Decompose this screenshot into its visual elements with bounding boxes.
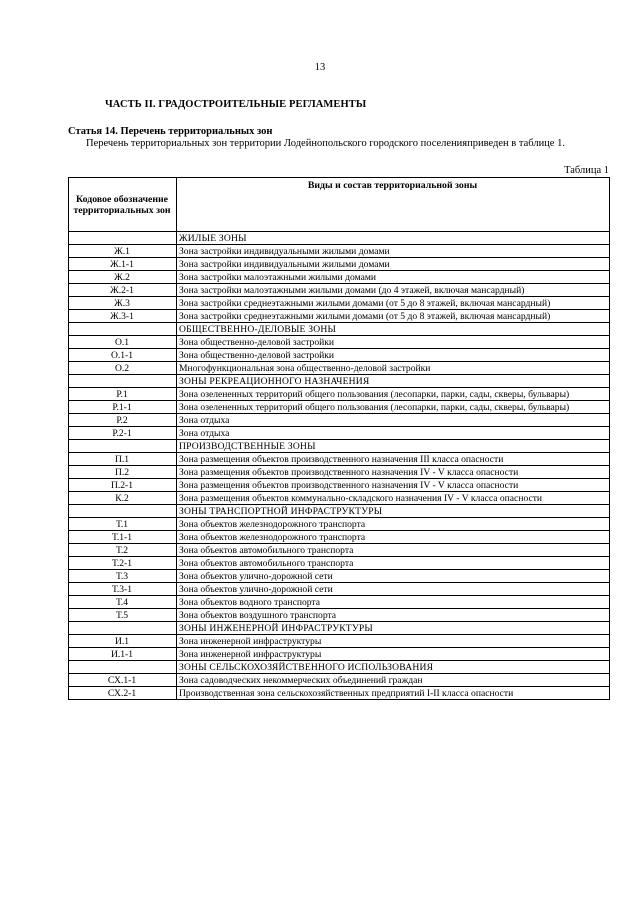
- table-row: [69, 466, 610, 479]
- zone-name: Зона объектов воздушного транспорта: [177, 609, 610, 622]
- zone-name: Зона общественно-деловой застройки: [177, 349, 610, 362]
- section-row: [69, 622, 610, 635]
- table-row: [69, 453, 610, 466]
- table-header-row: [69, 178, 610, 232]
- table-row: [69, 349, 610, 362]
- zone-code: О.2: [69, 362, 177, 375]
- table-row: [69, 687, 610, 700]
- zone-name: Зона застройки среднеэтажными жилыми домами (от 5 до 8 этажей, включая мансардный): [177, 310, 610, 323]
- table-row: [69, 258, 610, 271]
- table-row: [69, 609, 610, 622]
- zone-code: Р.1-1: [69, 401, 177, 414]
- zone-name: Зона объектов улично-дорожной сети: [177, 583, 610, 596]
- zone-code: Р.1: [69, 388, 177, 401]
- intro-paragraph: Перечень территориальных зон территории Лодейнопольского городского поселенияприведен в таблице 1.: [86, 138, 565, 149]
- table-row: [69, 518, 610, 531]
- zone-code: СХ.1-1: [69, 674, 177, 687]
- table-row: [69, 297, 610, 310]
- zone-code: [69, 232, 177, 245]
- section-row: [69, 661, 610, 674]
- table-row: [69, 284, 610, 297]
- zone-section-title: ЗОНЫ СЕЛЬСКОХОЗЯЙСТВЕННОГО ИСПОЛЬЗОВАНИЯ: [177, 661, 610, 674]
- zone-section-title: ПРОИЗВОДСТВЕННЫЕ ЗОНЫ: [177, 440, 610, 453]
- zone-name: Зона объектов автомобильного транспорта: [177, 557, 610, 570]
- table-row: [69, 492, 610, 505]
- zone-code: Ж.1: [69, 245, 177, 258]
- table-row: [69, 544, 610, 557]
- zone-name: Зона застройки среднеэтажными жилыми домами (от 5 до 8 этажей, включая мансардный): [177, 297, 610, 310]
- zone-code: Т.4: [69, 596, 177, 609]
- zone-name: Зона размещения объектов производственного назначения IV - V класса опасности: [177, 479, 610, 492]
- table-row: [69, 479, 610, 492]
- zone-name: Производственная зона сельскохозяйственных предприятий I-II класса опасности: [177, 687, 610, 700]
- header-code: Кодовое обозначение территориальных зон: [69, 178, 177, 232]
- zone-name: Зона инженерной инфраструктуры: [177, 648, 610, 661]
- table-row: [69, 245, 610, 258]
- zone-code: [69, 440, 177, 453]
- section-row: [69, 440, 610, 453]
- zone-name: Зона размещения объектов производственного назначения III класса опасности: [177, 453, 610, 466]
- zone-name: Зона отдыха: [177, 414, 610, 427]
- zone-code: П.2: [69, 466, 177, 479]
- table-row: [69, 557, 610, 570]
- zone-name: Зона объектов улично-дорожной сети: [177, 570, 610, 583]
- zone-section-title: ЗОНЫ ИНЖЕНЕРНОЙ ИНФРАСТРУКТУРЫ: [177, 622, 610, 635]
- zone-code: Т.3-1: [69, 583, 177, 596]
- zone-name: Зона общественно-деловой застройки: [177, 336, 610, 349]
- header-name: Виды и состав территориальной зоны: [177, 178, 610, 232]
- table-row: [69, 570, 610, 583]
- zone-name: Зона размещения объектов производственного назначения IV - V класса опасности: [177, 466, 610, 479]
- zone-name: Зона застройки малоэтажными жилыми домами (до 4 этажей, включая мансардный): [177, 284, 610, 297]
- zone-code: Т.2: [69, 544, 177, 557]
- section-row: [69, 505, 610, 518]
- part-title: ЧАСТЬ II. ГРАДОСТРОИТЕЛЬНЫЕ РЕГЛАМЕНТЫ: [105, 99, 367, 110]
- table-row: [69, 388, 610, 401]
- zone-code: [69, 661, 177, 674]
- zone-code: Т.1: [69, 518, 177, 531]
- zone-code: Р.2-1: [69, 427, 177, 440]
- zone-name: Зона инженерной инфраструктуры: [177, 635, 610, 648]
- table-row: [69, 310, 610, 323]
- zone-code: Р.2: [69, 414, 177, 427]
- table-row: [69, 362, 610, 375]
- zone-name: Зона объектов автомобильного транспорта: [177, 544, 610, 557]
- table-row: [69, 635, 610, 648]
- zone-code: П.1: [69, 453, 177, 466]
- zone-code: К.2: [69, 492, 177, 505]
- zone-code: Т.3: [69, 570, 177, 583]
- zone-code: И.1-1: [69, 648, 177, 661]
- zone-code: П.2-1: [69, 479, 177, 492]
- table-row: [69, 401, 610, 414]
- zone-name: Многофункциональная зона общественно-деловой застройки: [177, 362, 610, 375]
- zone-code: [69, 622, 177, 635]
- section-row: [69, 232, 610, 245]
- zone-section-title: ОБЩЕСТВЕННО-ДЕЛОВЫЕ ЗОНЫ: [177, 323, 610, 336]
- zone-code: О.1: [69, 336, 177, 349]
- section-row: [69, 323, 610, 336]
- zone-code: Т.5: [69, 609, 177, 622]
- table-row: [69, 596, 610, 609]
- zone-code: Т.1-1: [69, 531, 177, 544]
- page-number: 13: [314, 62, 326, 73]
- zone-code: Т.2-1: [69, 557, 177, 570]
- zone-name: Зона садоводческих некоммерческих объединений граждан: [177, 674, 610, 687]
- zone-name: Зона размещения объектов коммунально-складского назначения IV - V класса опасности: [177, 492, 610, 505]
- zone-name: Зона отдыха: [177, 427, 610, 440]
- article-title: Статья 14. Перечень территориальных зон: [68, 126, 273, 137]
- zone-code: Ж.1-1: [69, 258, 177, 271]
- zones-table-body: [69, 232, 610, 700]
- zone-code: [69, 375, 177, 388]
- zones-table: [68, 177, 610, 700]
- table-row: [69, 336, 610, 349]
- zone-name: Зона объектов железнодорожного транспорта: [177, 518, 610, 531]
- zone-code: [69, 323, 177, 336]
- table-caption: Таблица 1: [564, 165, 609, 176]
- zone-code: [69, 505, 177, 518]
- table-row: [69, 414, 610, 427]
- table-row: [69, 427, 610, 440]
- section-row: [69, 375, 610, 388]
- zone-code: СХ.2-1: [69, 687, 177, 700]
- zone-code: Ж.3: [69, 297, 177, 310]
- zone-section-title: ЗОНЫ РЕКРЕАЦИОННОГО НАЗНАЧЕНИЯ: [177, 375, 610, 388]
- zone-name: Зона озелененных территорий общего пользования (лесопарки, парки, сады, скверы, бульвары): [177, 388, 610, 401]
- zone-code: И.1: [69, 635, 177, 648]
- table-row: [69, 583, 610, 596]
- zone-code: О.1-1: [69, 349, 177, 362]
- table-row: [69, 271, 610, 284]
- table-row: [69, 531, 610, 544]
- zone-section-title: ЖИЛЫЕ ЗОНЫ: [177, 232, 610, 245]
- table-row: [69, 674, 610, 687]
- zone-name: Зона объектов водного транспорта: [177, 596, 610, 609]
- zone-name: Зона застройки малоэтажными жилыми домами: [177, 271, 610, 284]
- zone-name: Зона объектов железнодорожного транспорта: [177, 531, 610, 544]
- zone-name: Зона застройки индивидуальными жилыми домами: [177, 245, 610, 258]
- table-row: [69, 648, 610, 661]
- zone-code: Ж.2: [69, 271, 177, 284]
- zone-code: Ж.3-1: [69, 310, 177, 323]
- zone-code: Ж.2-1: [69, 284, 177, 297]
- zone-name: Зона застройки индивидуальными жилыми домами: [177, 258, 610, 271]
- zone-section-title: ЗОНЫ ТРАНСПОРТНОЙ ИНФРАСТРУКТУРЫ: [177, 505, 610, 518]
- zone-name: Зона озелененных территорий общего пользования (лесопарки, парки, сады, скверы, бульвары): [177, 401, 610, 414]
